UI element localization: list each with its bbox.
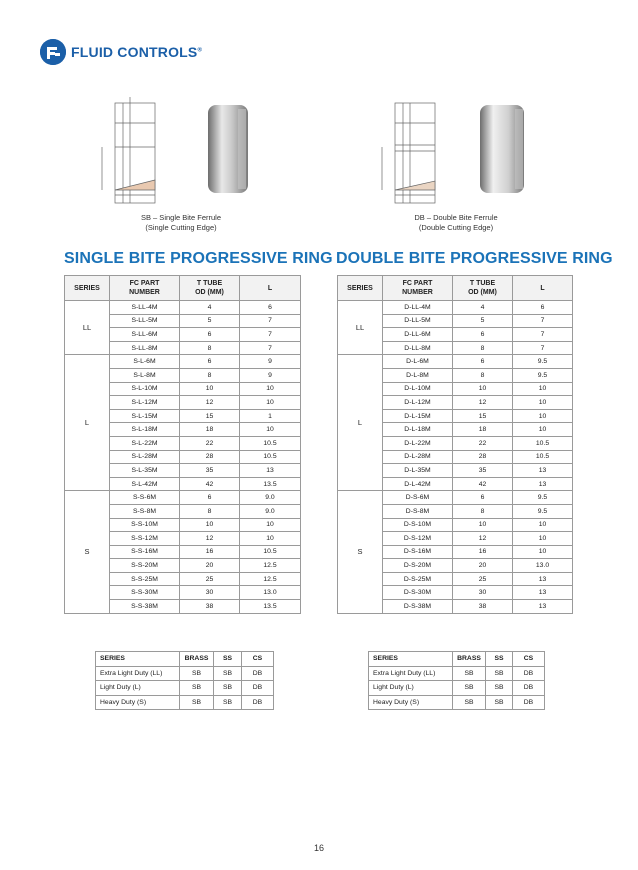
material-series-cell: Extra Light Duty (LL) xyxy=(369,666,453,681)
part-number-cell: S-L-10M xyxy=(110,382,180,396)
part-number-cell: D-S-16M xyxy=(383,545,453,559)
l-cell: 13 xyxy=(513,464,573,478)
part-number-cell: D-LL-4M xyxy=(383,301,453,315)
tube-od-cell: 4 xyxy=(180,301,240,315)
table-row xyxy=(338,491,573,505)
l-cell: 7 xyxy=(513,314,573,328)
part-number-cell: D-L-18M xyxy=(383,423,453,437)
l-cell: 13.5 xyxy=(240,600,301,614)
material-value-cell: SB xyxy=(180,681,214,696)
tube-od-cell: 25 xyxy=(180,572,240,586)
col-tube-od: T TUBE OD (MM) xyxy=(453,276,513,301)
l-cell: 10 xyxy=(240,518,301,532)
material-value-cell: DB xyxy=(513,695,545,710)
single-bite-heading: SINGLE BITE PROGRESSIVE RING xyxy=(64,250,333,267)
l-cell: 13.0 xyxy=(513,559,573,573)
l-cell: 13 xyxy=(513,586,573,600)
tube-od-cell: 4 xyxy=(453,301,513,315)
part-number-cell: S-S-16M xyxy=(110,545,180,559)
col-l: L xyxy=(513,276,573,301)
l-cell: 7 xyxy=(513,328,573,342)
part-number-cell: D-L-28M xyxy=(383,450,453,464)
material-row xyxy=(369,666,545,681)
material-value-cell: SB xyxy=(486,666,513,681)
tube-od-cell: 12 xyxy=(180,396,240,410)
l-cell: 10.5 xyxy=(513,450,573,464)
material-col-cs: CS xyxy=(513,652,545,667)
material-value-cell: DB xyxy=(242,695,274,710)
l-cell: 6 xyxy=(240,301,301,315)
l-cell: 10 xyxy=(513,423,573,437)
col-part-number: FC PART NUMBER xyxy=(383,276,453,301)
l-cell: 10.5 xyxy=(513,436,573,450)
material-row xyxy=(96,666,274,681)
series-cell: LL xyxy=(65,301,110,355)
col-l: L xyxy=(240,276,301,301)
page-number: 16 xyxy=(313,843,324,853)
part-number-cell: S-S-10M xyxy=(110,518,180,532)
tube-od-cell: 22 xyxy=(453,436,513,450)
tube-od-cell: 8 xyxy=(453,368,513,382)
material-value-cell: SB xyxy=(453,695,486,710)
tube-od-cell: 6 xyxy=(453,355,513,369)
tube-od-cell: 12 xyxy=(180,532,240,546)
l-cell: 12.5 xyxy=(240,559,301,573)
material-col-ss: SS xyxy=(214,652,242,667)
part-number-cell: D-S-12M xyxy=(383,532,453,546)
part-number-cell: D-S-30M xyxy=(383,586,453,600)
material-row xyxy=(96,681,274,696)
material-series-cell: Light Duty (L) xyxy=(96,681,180,696)
l-cell: 10 xyxy=(513,545,573,559)
l-cell: 13 xyxy=(240,464,301,478)
l-cell: 6 xyxy=(513,301,573,315)
l-cell: 7 xyxy=(513,341,573,355)
part-number-cell: D-S-20M xyxy=(383,559,453,573)
tube-od-cell: 5 xyxy=(180,314,240,328)
tube-od-cell: 28 xyxy=(453,450,513,464)
tube-od-cell: 38 xyxy=(180,600,240,614)
tube-od-cell: 10 xyxy=(453,382,513,396)
tube-od-cell: 18 xyxy=(180,423,240,437)
part-number-cell: S-LL-6M xyxy=(110,328,180,342)
material-col-series: SERIES xyxy=(96,652,180,667)
part-number-cell: S-L-28M xyxy=(110,450,180,464)
tube-od-cell: 30 xyxy=(453,586,513,600)
part-number-cell: D-LL-6M xyxy=(383,328,453,342)
single-bite-caption: SB – Single Bite Ferrule (Single Cutting Edge) xyxy=(140,213,222,232)
tube-od-cell: 15 xyxy=(453,409,513,423)
double-bite-heading: DOUBLE BITE PROGRESSIVE RING xyxy=(336,250,613,267)
part-number-cell: D-L-15M xyxy=(383,409,453,423)
material-value-cell: SB xyxy=(453,681,486,696)
part-number-cell: S-S-38M xyxy=(110,600,180,614)
material-header-row xyxy=(369,652,545,667)
series-cell: LL xyxy=(338,301,383,355)
double-bite-material-table xyxy=(368,651,545,710)
part-number-cell: D-S-6M xyxy=(383,491,453,505)
l-cell: 9.0 xyxy=(240,504,301,518)
part-number-cell: S-L-22M xyxy=(110,436,180,450)
material-col-ss: SS xyxy=(486,652,513,667)
single-bite-table xyxy=(64,275,301,614)
part-number-cell: S-S-25M xyxy=(110,572,180,586)
part-number-cell: S-LL-8M xyxy=(110,341,180,355)
material-col-cs: CS xyxy=(242,652,274,667)
table-row xyxy=(338,301,573,315)
part-number-cell: D-L-12M xyxy=(383,396,453,410)
col-series: SERIES xyxy=(338,276,383,301)
l-cell: 10.5 xyxy=(240,450,301,464)
l-cell: 13.0 xyxy=(240,586,301,600)
part-number-cell: S-L-15M xyxy=(110,409,180,423)
l-cell: 1 xyxy=(240,409,301,423)
l-cell: 9 xyxy=(240,355,301,369)
part-number-cell: S-S-6M xyxy=(110,491,180,505)
tube-od-cell: 25 xyxy=(453,572,513,586)
tube-od-cell: 35 xyxy=(453,464,513,478)
material-value-cell: SB xyxy=(214,695,242,710)
l-cell: 9.5 xyxy=(513,491,573,505)
tube-od-cell: 6 xyxy=(180,355,240,369)
tube-od-cell: 20 xyxy=(180,559,240,573)
tube-od-cell: 5 xyxy=(453,314,513,328)
tube-od-cell: 15 xyxy=(180,409,240,423)
part-number-cell: D-S-10M xyxy=(383,518,453,532)
material-value-cell: SB xyxy=(180,666,214,681)
part-number-cell: D-L-35M xyxy=(383,464,453,478)
part-number-cell: S-L-42M xyxy=(110,477,180,491)
l-cell: 10.5 xyxy=(240,436,301,450)
tube-od-cell: 42 xyxy=(180,477,240,491)
double-bite-ferrule-drawing xyxy=(370,95,545,210)
material-header-row xyxy=(96,652,274,667)
l-cell: 10 xyxy=(240,396,301,410)
material-col-brass: BRASS xyxy=(180,652,214,667)
tube-od-cell: 6 xyxy=(180,491,240,505)
part-number-cell: S-LL-5M xyxy=(110,314,180,328)
series-cell: S xyxy=(338,491,383,613)
material-series-cell: Extra Light Duty (LL) xyxy=(96,666,180,681)
material-value-cell: SB xyxy=(214,681,242,696)
col-tube-od: T TUBE OD (MM) xyxy=(180,276,240,301)
series-cell: L xyxy=(338,355,383,491)
l-cell: 9.5 xyxy=(513,355,573,369)
tube-od-cell: 6 xyxy=(180,328,240,342)
tube-od-cell: 28 xyxy=(180,450,240,464)
material-series-cell: Heavy Duty (S) xyxy=(369,695,453,710)
l-cell: 9.5 xyxy=(513,368,573,382)
table-row xyxy=(65,301,301,315)
single-bite-ferrule-drawing xyxy=(90,95,265,210)
l-cell: 10 xyxy=(513,382,573,396)
material-series-cell: Heavy Duty (S) xyxy=(96,695,180,710)
tube-od-cell: 16 xyxy=(180,545,240,559)
part-number-cell: D-LL-5M xyxy=(383,314,453,328)
tube-od-cell: 30 xyxy=(180,586,240,600)
tube-od-cell: 38 xyxy=(453,600,513,614)
tube-od-cell: 18 xyxy=(453,423,513,437)
l-cell: 10 xyxy=(240,423,301,437)
col-part-number: FC PART NUMBER xyxy=(110,276,180,301)
double-bite-table xyxy=(337,275,573,614)
col-series: SERIES xyxy=(65,276,110,301)
material-col-brass: BRASS xyxy=(453,652,486,667)
l-cell: 9 xyxy=(240,368,301,382)
l-cell: 7 xyxy=(240,328,301,342)
part-number-cell: D-L-42M xyxy=(383,477,453,491)
material-value-cell: SB xyxy=(180,695,214,710)
tube-od-cell: 6 xyxy=(453,491,513,505)
l-cell: 13 xyxy=(513,572,573,586)
table-header-row xyxy=(65,276,301,301)
tube-od-cell: 8 xyxy=(180,341,240,355)
material-row xyxy=(96,695,274,710)
tube-od-cell: 10 xyxy=(180,382,240,396)
brand-name: FLUID CONTROLS® xyxy=(71,44,203,60)
tube-od-cell: 16 xyxy=(453,545,513,559)
part-number-cell: S-S-30M xyxy=(110,586,180,600)
material-value-cell: SB xyxy=(486,681,513,696)
part-number-cell: D-L-10M xyxy=(383,382,453,396)
material-value-cell: SB xyxy=(453,666,486,681)
l-cell: 10 xyxy=(513,532,573,546)
tube-od-cell: 8 xyxy=(180,504,240,518)
part-number-cell: D-S-25M xyxy=(383,572,453,586)
series-cell: L xyxy=(65,355,110,491)
tube-od-cell: 8 xyxy=(453,341,513,355)
material-series-cell: Light Duty (L) xyxy=(369,681,453,696)
table-row xyxy=(65,491,301,505)
material-row xyxy=(369,695,545,710)
brand-logo xyxy=(40,37,202,67)
l-cell: 10 xyxy=(240,532,301,546)
l-cell: 9.0 xyxy=(240,491,301,505)
material-value-cell: SB xyxy=(214,666,242,681)
tube-od-cell: 8 xyxy=(453,504,513,518)
material-value-cell: DB xyxy=(242,666,274,681)
l-cell: 12.5 xyxy=(240,572,301,586)
material-row xyxy=(369,681,545,696)
tube-od-cell: 42 xyxy=(453,477,513,491)
part-number-cell: D-L-6M xyxy=(383,355,453,369)
tube-od-cell: 12 xyxy=(453,396,513,410)
material-value-cell: DB xyxy=(513,681,545,696)
l-cell: 10 xyxy=(513,518,573,532)
tube-od-cell: 6 xyxy=(453,328,513,342)
part-number-cell: S-L-8M xyxy=(110,368,180,382)
fc-logo-icon xyxy=(40,39,66,65)
part-number-cell: S-S-20M xyxy=(110,559,180,573)
part-number-cell: S-S-12M xyxy=(110,532,180,546)
tube-od-cell: 12 xyxy=(453,532,513,546)
l-cell: 10.5 xyxy=(240,545,301,559)
part-number-cell: D-S-8M xyxy=(383,504,453,518)
tube-od-cell: 8 xyxy=(180,368,240,382)
l-cell: 7 xyxy=(240,314,301,328)
l-cell: 13 xyxy=(513,600,573,614)
table-header-row xyxy=(338,276,573,301)
l-cell: 10 xyxy=(513,396,573,410)
part-number-cell: S-L-18M xyxy=(110,423,180,437)
l-cell: 10 xyxy=(240,382,301,396)
part-number-cell: D-L-22M xyxy=(383,436,453,450)
part-number-cell: S-L-35M xyxy=(110,464,180,478)
part-number-cell: S-L-12M xyxy=(110,396,180,410)
double-bite-caption: DB – Double Bite Ferrule (Double Cutting Edge) xyxy=(414,213,498,232)
tube-od-cell: 10 xyxy=(180,518,240,532)
material-col-series: SERIES xyxy=(369,652,453,667)
series-cell: S xyxy=(65,491,110,613)
table-row xyxy=(65,355,301,369)
tube-od-cell: 22 xyxy=(180,436,240,450)
part-number-cell: D-S-38M xyxy=(383,600,453,614)
table-row xyxy=(338,355,573,369)
tube-od-cell: 10 xyxy=(453,518,513,532)
tube-od-cell: 35 xyxy=(180,464,240,478)
l-cell: 13.5 xyxy=(240,477,301,491)
l-cell: 9.5 xyxy=(513,504,573,518)
tube-od-cell: 20 xyxy=(453,559,513,573)
single-bite-material-table xyxy=(95,651,274,710)
part-number-cell: S-LL-4M xyxy=(110,301,180,315)
part-number-cell: S-S-8M xyxy=(110,504,180,518)
l-cell: 7 xyxy=(240,341,301,355)
part-number-cell: S-L-6M xyxy=(110,355,180,369)
material-value-cell: SB xyxy=(486,695,513,710)
l-cell: 13 xyxy=(513,477,573,491)
material-value-cell: DB xyxy=(242,681,274,696)
l-cell: 10 xyxy=(513,409,573,423)
part-number-cell: D-L-8M xyxy=(383,368,453,382)
part-number-cell: D-LL-8M xyxy=(383,341,453,355)
material-value-cell: DB xyxy=(513,666,545,681)
